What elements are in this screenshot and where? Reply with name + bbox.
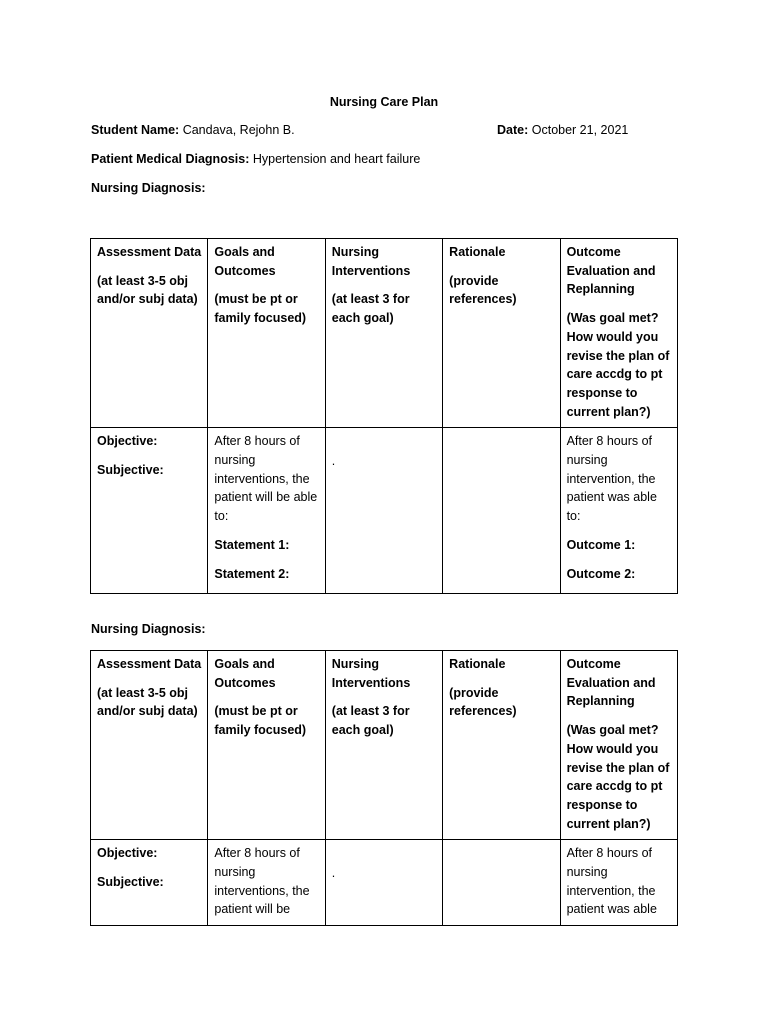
header-row [91, 651, 678, 840]
date-label: Date: [497, 123, 529, 137]
header-goals [208, 651, 325, 840]
objective-label: Objective: [97, 434, 158, 449]
statement-2-label: Statement 2: [214, 566, 290, 581]
header-rationale [443, 651, 560, 840]
header-goals-title: Goals and Outcomes [214, 657, 276, 690]
intervention-mark: . [331, 454, 336, 469]
interventions-cell [325, 428, 442, 594]
goals-intro: After 8 hours of nursing interventions, the patient will be able to: [214, 434, 318, 524]
rationale-cell [443, 840, 560, 926]
date-value: October 21, 2021 [531, 123, 629, 137]
header-assessment [91, 651, 208, 840]
header-rationale-note: (provide references) [449, 273, 517, 307]
header-outcome [560, 239, 677, 428]
header-outcome-title: Outcome Evaluation and Replanning [566, 657, 656, 709]
document-title: Nursing Care Plan [329, 95, 439, 109]
goals-cell [208, 428, 325, 594]
header-interventions-note: (at least 3 for each goal) [331, 704, 410, 738]
header-goals-note: (must be pt or family focused) [214, 704, 307, 738]
header-interventions [325, 651, 442, 840]
header-goals-note: (must be pt or family focused) [214, 292, 307, 326]
care-plan-table-1 [90, 238, 678, 594]
header-rationale [443, 239, 560, 428]
outcome-2-label: Outcome 2: [566, 566, 636, 581]
subjective-label: Subjective: [97, 463, 164, 478]
student-name-label: Student Name: [91, 123, 180, 137]
header-row [91, 239, 678, 428]
intervention-mark: . [331, 866, 336, 881]
data-row [91, 840, 678, 926]
header-outcome [560, 651, 677, 840]
header-interventions-title: Nursing Interventions [331, 245, 411, 278]
nursing-diagnosis-label-1: Nursing Diagnosis: [91, 181, 206, 195]
outcome-cell [560, 840, 677, 926]
goals-intro: After 8 hours of nursing interventions, the patient will be [214, 846, 310, 917]
rationale-cell [443, 428, 560, 594]
header-assessment-note: (at least 3-5 obj and/or subj data) [97, 273, 198, 307]
header-interventions [325, 239, 442, 428]
medical-diagnosis-value: Hypertension and heart failure [252, 152, 421, 166]
student-name-value: Candava, Rejohn B. [182, 123, 295, 137]
header-outcome-note: (Was goal met? How would you revise the plan of care accdg to pt response to current plan?) [566, 311, 670, 419]
header-goals-title: Goals and Outcomes [214, 245, 276, 278]
assessment-cell [91, 840, 208, 926]
header-assessment [91, 239, 208, 428]
objective-label: Objective: [97, 846, 158, 861]
medical-diagnosis-line [91, 152, 420, 166]
header-outcome-note: (Was goal met? How would you revise the plan of care accdg to pt response to current plan?) [566, 723, 670, 831]
header-assessment-title: Assessment Data [97, 657, 202, 671]
outcome-intro: After 8 hours of nursing intervention, the patient was able to: [566, 434, 657, 524]
interventions-cell [325, 840, 442, 926]
header-goals [208, 239, 325, 428]
header-interventions-note: (at least 3 for each goal) [331, 292, 410, 326]
header-rationale-title: Rationale [449, 657, 506, 671]
statement-1-label: Statement 1: [214, 537, 290, 552]
nursing-diagnosis-label-2: Nursing Diagnosis: [91, 622, 206, 636]
header-outcome-title: Outcome Evaluation and Replanning [566, 245, 656, 297]
outcome-cell [560, 428, 677, 594]
assessment-cell [91, 428, 208, 594]
medical-diagnosis-label: Patient Medical Diagnosis: [91, 152, 250, 166]
student-name-line [91, 123, 295, 137]
header-assessment-title: Assessment Data [97, 245, 202, 259]
header-rationale-note: (provide references) [449, 685, 517, 719]
outcome-intro: After 8 hours of nursing intervention, the patient was able [566, 846, 657, 917]
header-interventions-title: Nursing Interventions [331, 657, 411, 690]
data-row [91, 428, 678, 594]
care-plan-table-2 [90, 650, 678, 926]
header-rationale-title: Rationale [449, 245, 506, 259]
subjective-label: Subjective: [97, 875, 164, 890]
header-assessment-note: (at least 3-5 obj and/or subj data) [97, 685, 198, 719]
goals-cell [208, 840, 325, 926]
outcome-1-label: Outcome 1: [566, 537, 636, 552]
date-line [497, 123, 628, 137]
